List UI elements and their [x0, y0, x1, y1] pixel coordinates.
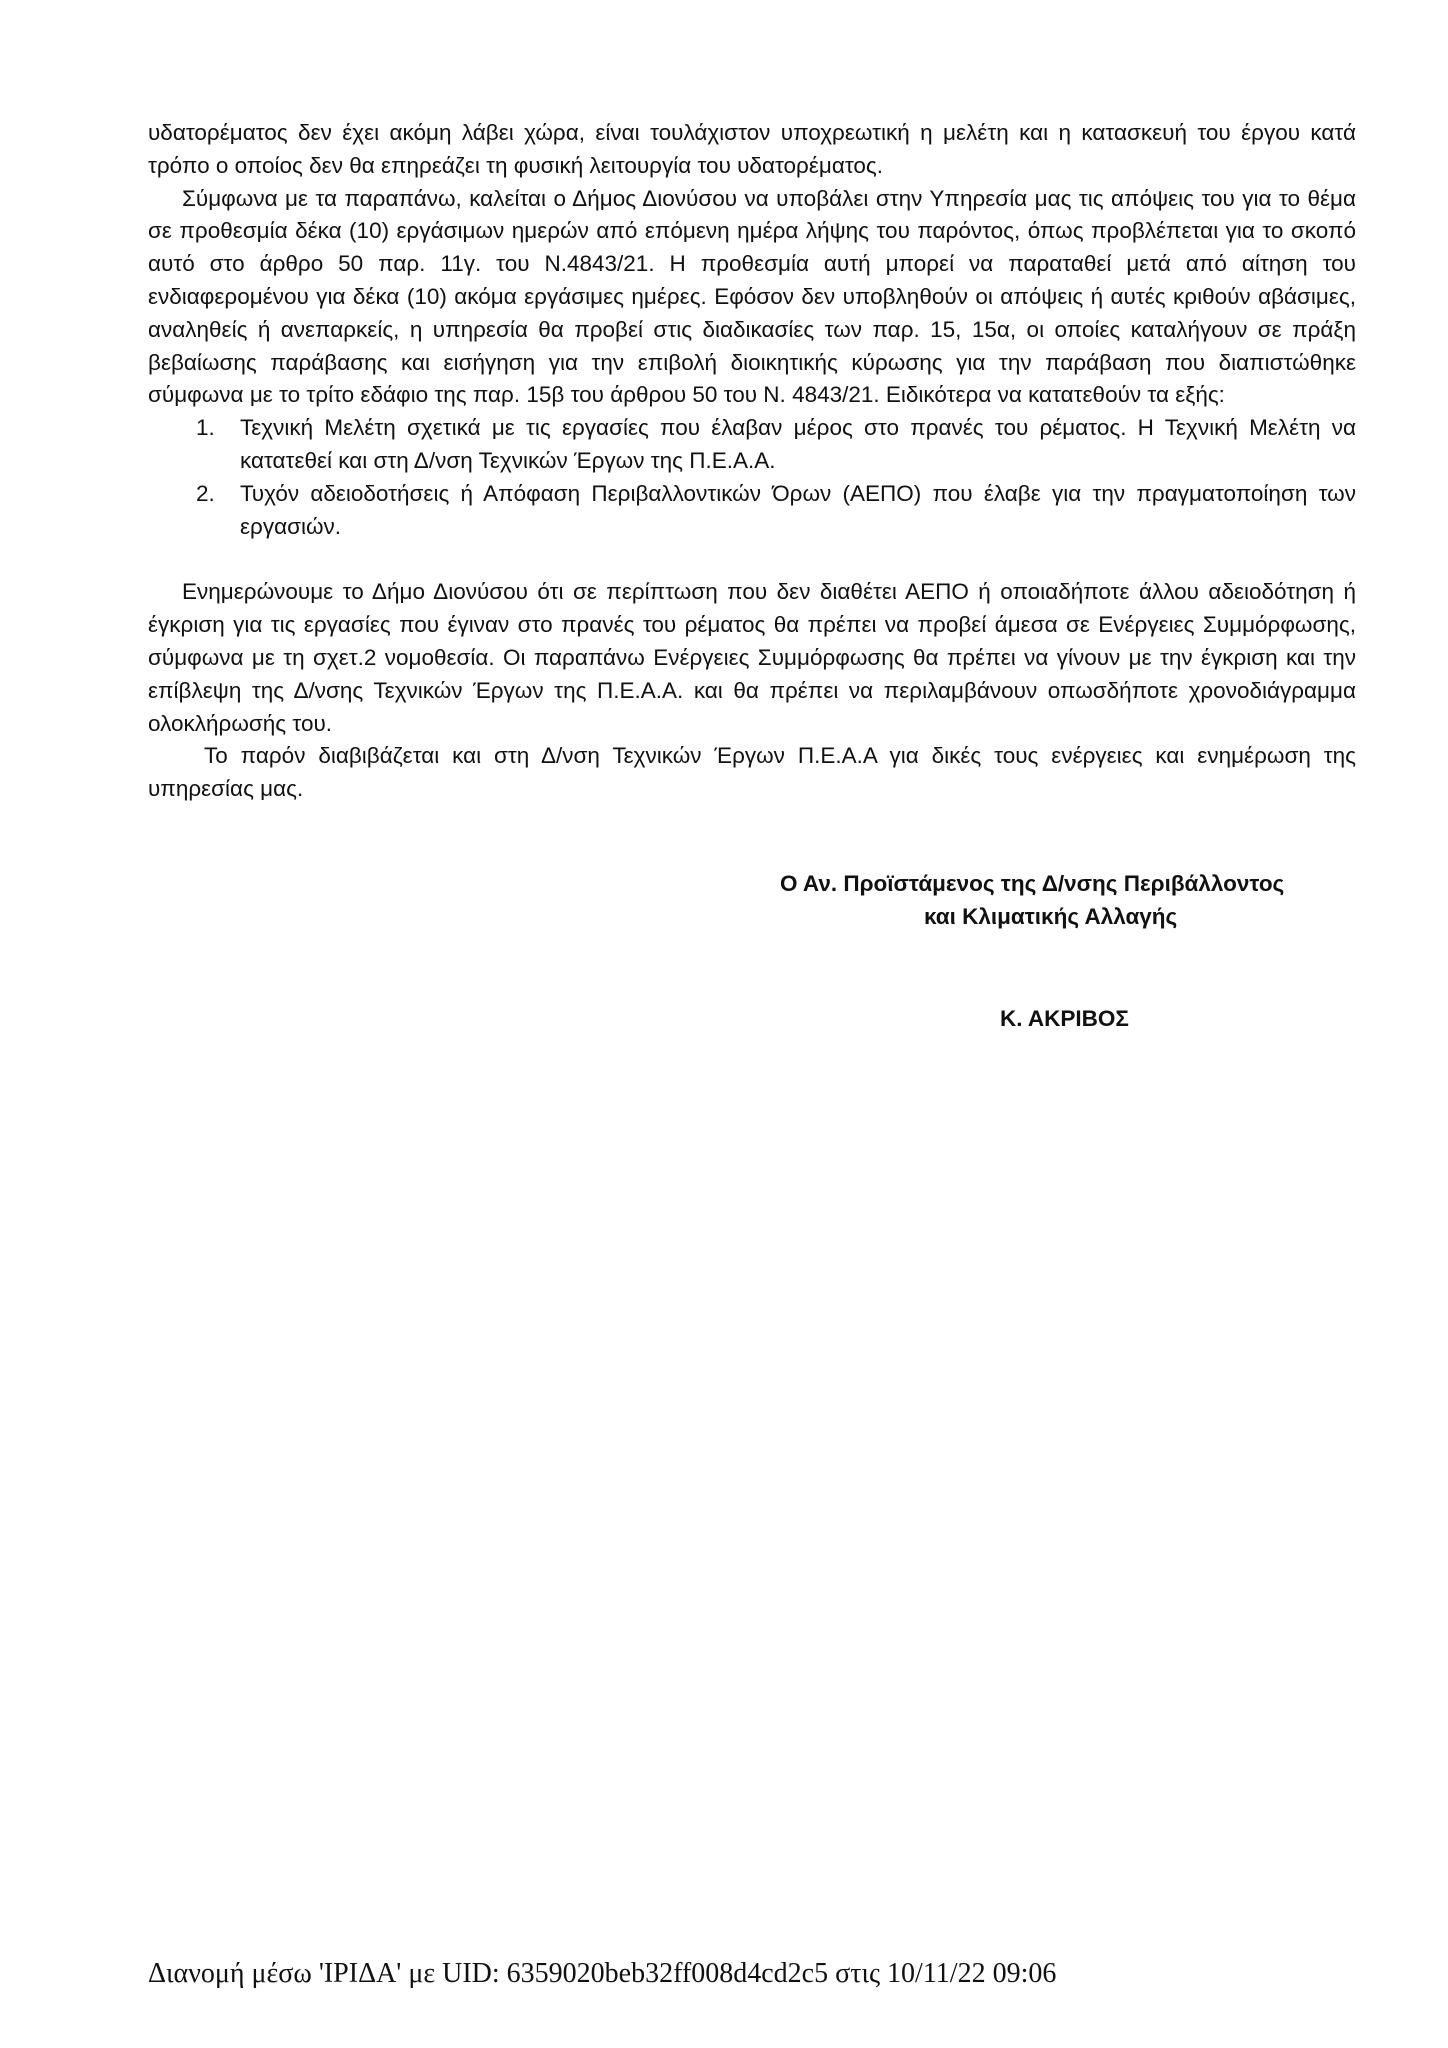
distribution-footer: Διανομή μέσω 'ΙΡΙΔΑ' με UID: 6359020beb32ff008d4cd2c5 στις 10/11/22 09:06: [148, 1958, 1057, 1989]
list-item-text: Τυχόν αδειοδοτήσεις ή Απόφαση Περιβαλλοντικών Όρων (ΑΕΠΟ) που έλαβε για την πραγματοποίηση των εργασιών.: [240, 480, 1356, 539]
list-item-number: 1.: [196, 415, 215, 441]
paragraph-4: Το παρόν διαβιβάζεται και στη Δ/νση Τεχνικών Έργων Π.Ε.Α.Α για δικές τους ενέργειες και ενημέρωση της υπηρεσίας μας.: [148, 743, 1356, 802]
list-item: [148, 478, 1356, 544]
list-item-number: 2.: [196, 480, 215, 506]
document-body: [148, 117, 1356, 806]
signature-title-line2: και Κλιματικής Αλλαγής: [924, 904, 1178, 929]
paragraph-3: Ενημερώνουμε το Δήμο Διονύσου ότι σε περίπτωση που δεν διαθέτει ΑΕΠΟ ή οποιαδήποτε άλλου αδειοδότηση ή έγκριση για τις εργασίες που έγιναν στο πρανές του ρέματος θα πρέπει να προβεί άμεσα σε Ενέργειες Συμμόρφωσης, σύμφωνα με τη σχετ.2 νομοθεσία. Οι παραπάνω Ενέργειες Συμμόρφωσης θα πρέπει να γίνουν με την έγκριση και την επίβλεψη της Δ/νσης Τεχνικών Έργων της Π.Ε.Α.Α. και θα πρέπει να περιλαμβάνουν οπωσδήποτε χρονοδιάγραμμα ολοκλήρωσής του.: [148, 579, 1356, 736]
list-item: [148, 412, 1356, 478]
list-item-text: Τεχνική Μελέτη σχετικά με τις εργασίες που έλαβαν μέρος στο πρανές του ρέματος. Η Τεχνική Μελέτη να κατατεθεί και στη Δ/νση Τεχνικών Έργων της Π.Ε.Α.Α.: [240, 415, 1356, 473]
paragraph-1: υδατορέματος δεν έχει ακόμη λάβει χώρα, είναι τουλάχιστον υποχρεωτική η μελέτη και η κατασκευή του έργου κατά τρόπο ο οποίος δεν θα επηρεάζει τη φυσική λειτουργία του υδατορέματος.: [148, 120, 1356, 178]
paragraph-2: Σύμφωνα με τα παραπάνω, καλείται ο Δήμος Διονύσου να υποβάλει στην Υπηρεσία μας τις απόψεις του για το θέμα σε προθεσμία δέκα (10) εργάσιμων ημερών από επόμενη ημέρα λήψης του παρόντος, όπως προβλέπεται για το σκοπό αυτό στο άρθρο 50 παρ. 11γ. του Ν.4843/21. Η προθεσμία αυτή μπορεί να παραταθεί μετά από αίτηση του ενδιαφερομένου για δέκα (10) ακόμα εργάσιμες ημέρες. Εφόσον δεν υποβληθούν οι απόψεις ή αυτές κριθούν αβάσιμες, αναληθείς ή ανεπαρκείς, η υπηρεσία θα προβεί στις διαδικασίες των παρ. 15, 15α, οι οποίες καταλήγουν σε πράξη βεβαίωσης παράβασης και εισήγηση για την επιβολή διοικητικής κύρωσης για την παράβαση που διαπιστώθηκε σύμφωνα με το τρίτο εδάφιο της παρ. 15β του άρθρου 50 του Ν. 4843/21. Ειδικότερα να κατατεθούν τα εξής:: [148, 185, 1356, 408]
signature-title-line1: Ο Αν. Προϊστάμενος της Δ/νσης Περιβάλλοντος: [780, 871, 1285, 896]
requirements-list: [148, 412, 1356, 543]
signatory-name: Κ. ΑΚΡΙΒΟΣ: [1000, 1006, 1129, 1031]
